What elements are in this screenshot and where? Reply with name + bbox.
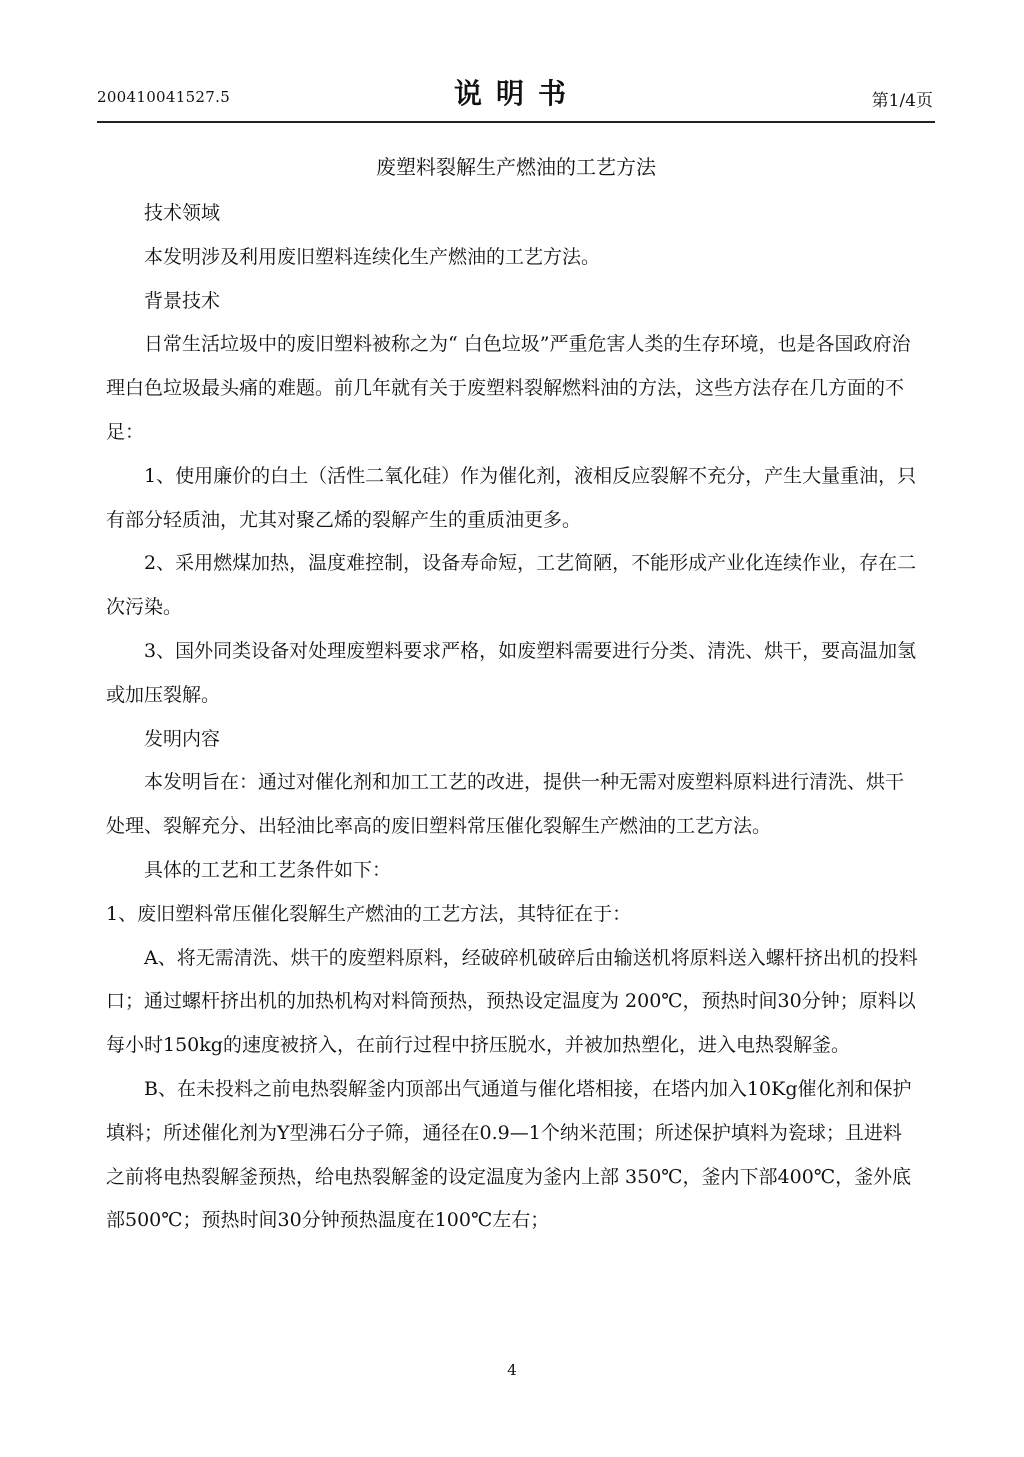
invention-step-b: B、在未投料之前电热裂解釜内顶部出气通道与催化塔相接，在塔内加入10Kg催化剂和保护填料；所述催化剂为Y型沸石分子筛，通径在0.9—1个纳米范围；所述保护填料为瓷球；且进料之前将电热裂解釜预热，给电热裂解釜的设定温度为釜内上部 350℃，釜内下部400℃，釜外底部500℃；预热时间30分钟预热温度在100℃左右； xyxy=(106,1077,912,1232)
background-paragraph: 1、使用廉价的白土（活性二氧化硅）作为催化剂，液相反应裂解不充分，产生大量重油，只有部分轻质油，尤其对聚乙烯的裂解产生的重质油更多。 xyxy=(106,464,917,531)
tech-field-paragraph: 本发明涉及利用废旧塑料连续化生产燃油的工艺方法。 xyxy=(144,245,601,268)
page-number: 4 xyxy=(507,1361,517,1379)
invention-paragraph: 具体的工艺和工艺条件如下： xyxy=(144,858,392,881)
invention-step-a: A、将无需清洗、烘干的废塑料原料，经破碎机破碎后由输送机将原料送入螺杆挤出机的投料口；通过螺杆挤出机的加热机构对料筒预热，预热设定温度为 200℃，预热时间30分钟；原料以每小时150kg的速度被挤入，在前行过程中挤压脱水，并被加热塑化，进入电热裂解釜。 xyxy=(106,946,918,1057)
page-header xyxy=(97,70,935,120)
invention-claim-item: 1、废旧塑料常压催化裂解生产燃油的工艺方法，其特征在于： xyxy=(106,902,632,925)
background-paragraph: 3、国外同类设备对处理废塑料要求严格，如废塑料需要进行分类、清洗、烘干，要高温加氢或加压裂解。 xyxy=(106,639,917,706)
page-indicator: 第1/4页 xyxy=(871,91,933,111)
section-heading-background: 背景技术 xyxy=(144,289,221,312)
document-type-title: 说明书 xyxy=(453,77,580,110)
section-heading-invention: 发明内容 xyxy=(144,727,221,750)
background-paragraph: 2、采用燃煤加热，温度难控制，设备寿命短，工艺简陋，不能形成产业化连续作业，存在二次污染。 xyxy=(106,552,917,619)
background-paragraph: 日常生活垃圾中的废旧塑料被称之为“ 白色垃圾”严重危害人类的生存环境，也是各国政府治理白色垃圾最头痛的难题。前几年就有关于废塑料裂解燃料油的方法，这些方法存在几方面的不足： xyxy=(106,333,911,443)
document-body xyxy=(106,192,920,1243)
invention-paragraph: 本发明旨在：通过对催化剂和加工工艺的改进，提供一种无需对废塑料原料进行清洗、烘干处理、裂解充分、出轻油比率高的废旧塑料常压催化裂解生产燃油的工艺方法。 xyxy=(106,771,905,838)
section-heading-tech-field: 技术领域 xyxy=(144,202,221,224)
application-number: 200410041527.5 xyxy=(97,88,231,106)
invention-title: 废塑料裂解生产燃油的工艺方法 xyxy=(376,155,656,179)
header-divider xyxy=(97,121,935,123)
